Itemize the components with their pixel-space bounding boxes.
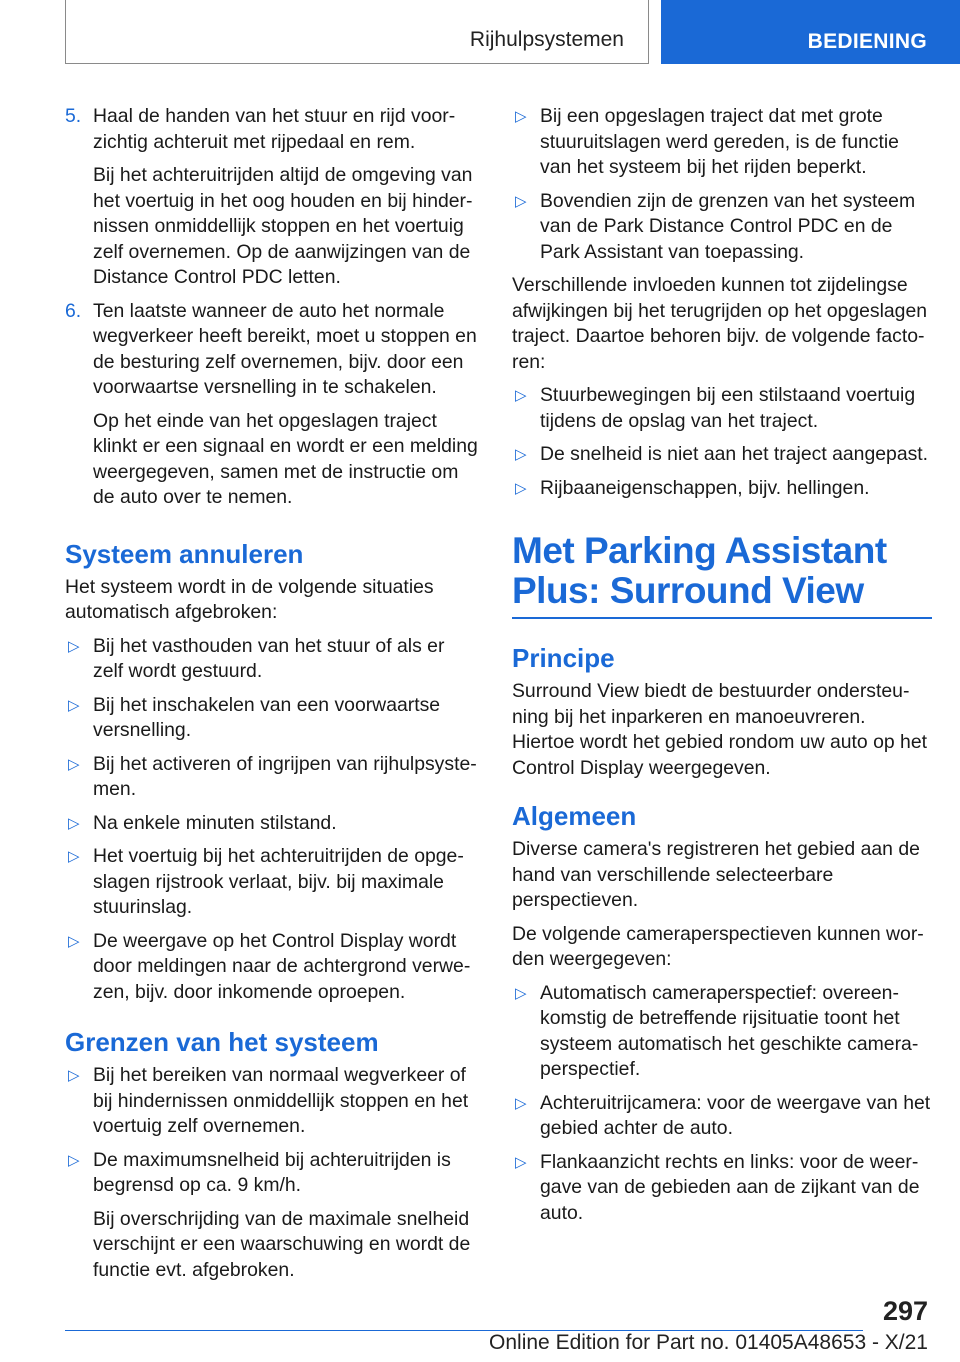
triangle-right-outline-icon: ▷ bbox=[68, 637, 80, 655]
step-6 bbox=[65, 299, 478, 511]
triangle-right-outline-icon: ▷ bbox=[68, 755, 80, 773]
triangle-right-outline-icon: ▷ bbox=[515, 192, 527, 210]
list-item: ▷ Bij het vasthouden van het stuur of als er zelf wordt gestuurd. bbox=[68, 634, 445, 682]
invloeden-text: Verschillende invloeden kunnen tot zijdelingse afwijkingen bij het terugrijden op het opgeslagen traject. Daartoe behoren bijv. de volgende factoren: bbox=[512, 274, 928, 373]
page-number: 297 bbox=[882, 1296, 928, 1326]
list-item-extra: Bij overschrijding van de maximale snelheid verschijnt er een waarschuwing en wordt de functie evt. afgebroken. bbox=[93, 1207, 471, 1281]
footer-edition: Online Edition for Part no. 01405A48653 - X/21 bbox=[489, 1331, 928, 1354]
triangle-right-outline-icon: ▷ bbox=[515, 1153, 527, 1171]
grenzen-list bbox=[65, 1063, 478, 1283]
step-text: Bij het achteruitrijden altijd de omgeving van het voertuig in het oog houden en bij hindernissen onmiddellijk stoppen en het voertuig zelf overnemen. Op de aanwijzingen van de Distance Control PDC letten. bbox=[93, 164, 473, 288]
right-column bbox=[512, 104, 932, 1234]
list-item: ▷ Na enkele minuten stilstand. bbox=[65, 811, 478, 837]
header-section-title: Rijhulpsystemen bbox=[469, 28, 624, 51]
step-text: Ten laatste wanneer de auto het normale wegverkeer heeft bereikt, moet u stoppen en de besturing zelf overnemen, bijv. door een voorwaartse versnelling in te schakelen. bbox=[93, 299, 477, 398]
triangle-right-outline-icon: ▷ bbox=[515, 446, 527, 463]
step-number: 6. bbox=[65, 299, 82, 322]
step-number: 5. bbox=[65, 105, 82, 127]
heading-grenzen: Grenzen van het systeem bbox=[65, 1027, 379, 1057]
triangle-right-outline-icon: ▷ bbox=[515, 1094, 527, 1112]
list-item: ▷ Automatisch cameraperspectief: overeenkomstig de betreffende rijsituatie toont het systeem automatisch het geschikte cameraperspectief. bbox=[515, 981, 919, 1080]
list-item: ▷ Bij het bereiken van normaal wegverkeer of bij hindernissen onmiddellijk stoppen en het voertuig zelf overnemen. bbox=[68, 1064, 469, 1137]
list-item: ▷ Rijbaaneigenschappen, bijv. hellingen. bbox=[512, 476, 932, 502]
heading-algemeen: Algemeen bbox=[512, 801, 637, 831]
left-column bbox=[65, 104, 478, 1291]
header-chapter-tab[interactable] bbox=[661, 0, 960, 64]
limits-list bbox=[512, 104, 932, 265]
principe-text: Surround View biedt de bestuurder ondersteuning bij het inparkeren en manoeuvreren. Hiertoe wordt het gebied rondom uw auto op het Control Display weergegeven. bbox=[512, 680, 928, 779]
triangle-right-outline-icon: ▷ bbox=[68, 848, 80, 865]
heading-rule bbox=[512, 617, 932, 619]
triangle-right-outline-icon: ▷ bbox=[515, 387, 527, 404]
list-item: ▷ De maximumsnelheid bij achteruitrijden is begrensd op ca. 9 km/h. Bij overschrijding van de maximale snelheid verschijnt er een waarschuwing en wordt de functie evt. afgebroken. bbox=[65, 1148, 478, 1284]
algemeen-text: De volgende cameraperspectieven kunnen worden weergegeven: bbox=[512, 922, 924, 970]
factors-list bbox=[512, 383, 932, 501]
list-item: ▷ De weergave op het Control Display wordt door meldingen naar de achtergrond verwezen, bijv. door inkomende oproepen. bbox=[68, 929, 471, 1003]
step-text: Op het einde van het opgeslagen traject klinkt er een signaal en wordt er een melding weergegeven, samen met de instructie om de auto over te nemen. bbox=[93, 409, 478, 508]
list-item: ▷ Flankaanzicht rechts en links: voor de weergave van de gebieden aan de zijkant van de auto. bbox=[515, 1150, 920, 1224]
list-item: ▷ Achteruitrijcamera: voor de weergave van het gebied achter de auto. bbox=[515, 1091, 931, 1139]
annuleren-intro: Het systeem wordt in de volgende situaties automatisch afgebroken: bbox=[65, 575, 434, 623]
heading-systeem-annuleren: Systeem annuleren bbox=[65, 538, 304, 569]
header-chapter-label: BEDIENING bbox=[807, 30, 927, 53]
triangle-right-outline-icon: ▷ bbox=[515, 984, 527, 1002]
heading-surround-view: Met Parking Assistant Plus: Surround View bbox=[512, 530, 887, 611]
list-item: ▷ Bij het inschakelen van een voorwaartse versnelling. bbox=[68, 693, 441, 741]
triangle-right-outline-icon: ▷ bbox=[515, 479, 527, 497]
list-item: ▷ Bovendien zijn de grenzen van het systeem van de Park Distance Control PDC en de Park Assistant van toepassing. bbox=[515, 189, 916, 263]
triangle-right-outline-icon: ▷ bbox=[68, 814, 80, 832]
triangle-right-outline-icon: ▷ bbox=[68, 932, 80, 950]
perspectives-list bbox=[512, 981, 932, 1227]
step-5 bbox=[65, 104, 478, 291]
heading-principe: Principe bbox=[512, 643, 615, 673]
list-item: ▷ Het voertuig bij het achteruitrijden de opgeslagen rijstrook verlaat, bijv. bij maximale stuurinslag. bbox=[68, 845, 464, 918]
triangle-right-outline-icon: ▷ bbox=[68, 696, 80, 714]
list-item: ▷ Bij het activeren of ingrijpen van rijhulpsystemen. bbox=[68, 752, 477, 800]
page-header bbox=[0, 0, 960, 66]
triangle-right-outline-icon: ▷ bbox=[68, 1067, 80, 1084]
algemeen-text: Diverse camera's registreren het gebied aan de hand van verschillende selecteerbare perspectieven. bbox=[512, 838, 920, 911]
triangle-right-outline-icon: ▷ bbox=[515, 108, 527, 125]
step-text: Haal de handen van het stuur en rijd voorzichtig achteruit met rijpedaal en rem. bbox=[93, 105, 456, 153]
list-item: ▷ De snelheid is niet aan het traject aangepast. bbox=[512, 442, 932, 468]
annuleren-list bbox=[65, 634, 478, 1006]
list-item: ▷ Bij een opgeslagen traject dat met grote stuuruitslagen werd gereden, is de functie van het systeem bij het rijden beperkt. bbox=[515, 105, 899, 178]
triangle-right-outline-icon: ▷ bbox=[68, 1151, 80, 1169]
list-item: ▷ Stuurbewegingen bij een stilstaand voertuig tijdens de opslag van het traject. bbox=[515, 384, 916, 432]
